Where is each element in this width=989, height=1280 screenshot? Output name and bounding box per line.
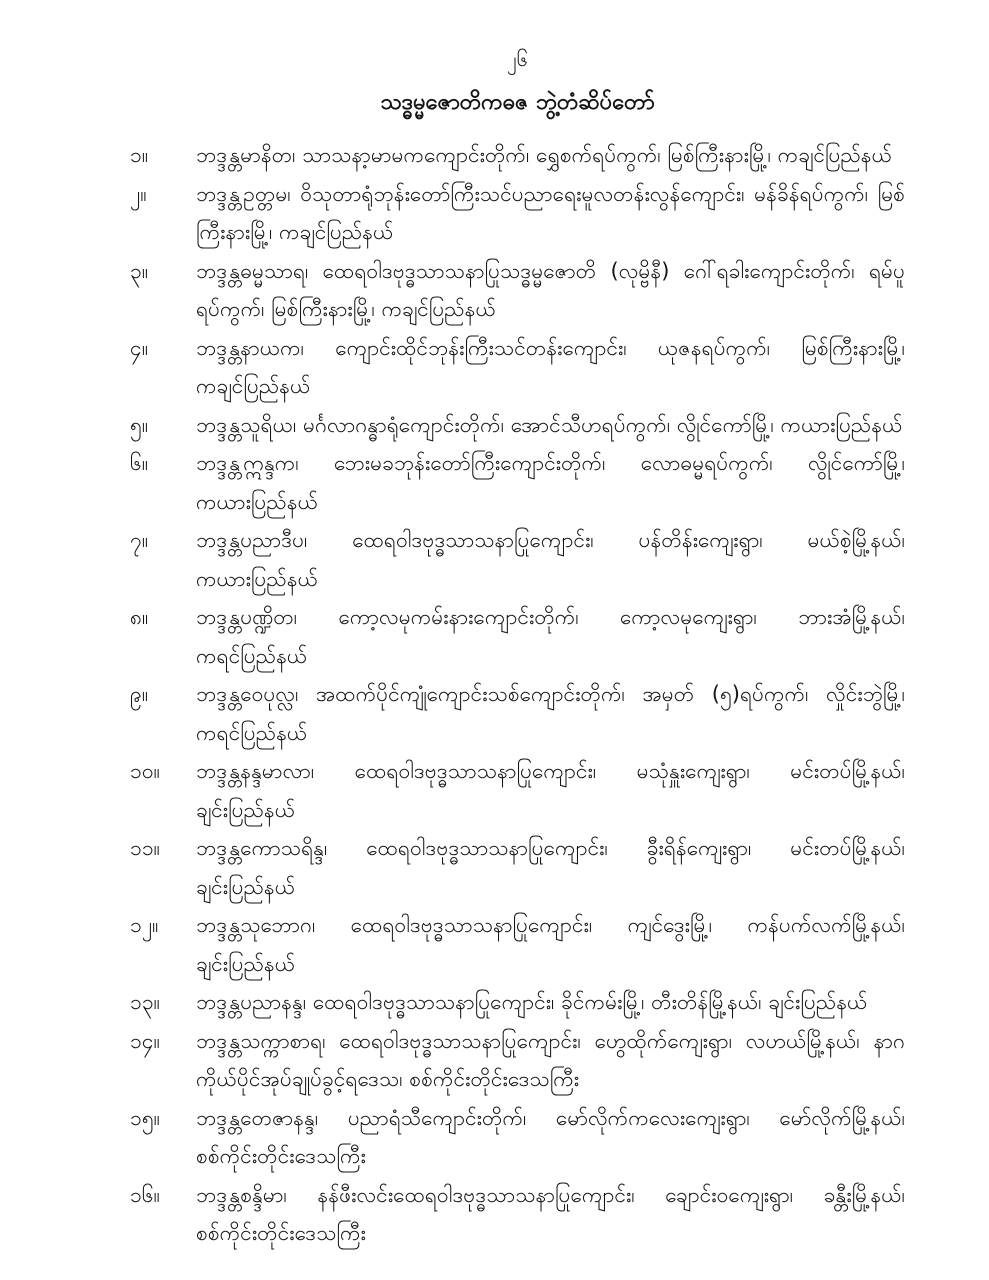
list-item <box>130 444 905 521</box>
entry-number: ၉။ <box>130 682 149 706</box>
entry-list <box>130 136 905 1253</box>
entry-text: ဘဒ္ဒန္တနန္ဒမာလာ၊ ထေရဝါဒဗုဒ္ဓသာသနာပြုကျောင်း၊ မသုံနှူးကျေးရွာ၊ မင်းတပ်မြို့နယ်၊ ချင်းပြည်နယ် <box>196 759 905 822</box>
entry-number: ၁၆။ <box>130 1182 160 1207</box>
list-item <box>130 752 905 829</box>
entry-text: ဘဒ္ဒန္တဣန္ဒက၊ ဘေးမခဘုန်းတော်ကြီးကျောင်းတိုက်၊ လောဓမ္မရပ်ကွက်၊ လွိုင်ကော်မြို့၊ ကယားပြည်နယ် <box>196 451 905 514</box>
entry-number: ၆။ <box>130 451 149 475</box>
entry-number: ၁၃။ <box>130 990 160 1014</box>
list-item <box>130 136 905 175</box>
entry-text: ဘဒ္ဒန္တပဏ္ဍိတ၊ ကော့လမုကမ်းနားကျောင်းတိုက်၊ ကော့လမုကျေးရွာ၊ ဘားအံမြို့နယ်၊ ကရင်ပြည်နယ် <box>196 605 905 668</box>
entry-number: ၄။ <box>130 335 149 360</box>
entry-text: ဘဒ္ဒန္တမာနိတ၊ သာသနာ့မာမကကျောင်းတိုက်၊ ရွှေစက်ရပ်ကွက်၊ မြစ်ကြီးနားမြို့၊ ကချင်ပြည်နယ် <box>196 143 893 167</box>
list-item <box>130 829 905 906</box>
entry-text: ဘဒ္ဒန္တတေဇာနန္ဒ၊ ပညာရံသီကျောင်းတိုက်၊ မော်လိုက်ကလေးကျေးရွာ၊ မော်လိုက်မြို့နယ်၊ စစ်ကိုင်းတိုင်းဒေသကြီး <box>196 1105 905 1168</box>
entry-number: ၁၅။ <box>130 1105 160 1130</box>
list-item <box>130 175 905 252</box>
entry-number: ၅။ <box>130 412 149 437</box>
list-item <box>130 1176 905 1253</box>
entry-text: ဘဒ္ဒန္တနာယက၊ ကျောင်းထိုင်ဘုန်းကြီးသင်တန်းကျောင်း၊ ယုဇနရပ်ကွက်၊ မြစ်ကြီးနားမြို့၊ ကချင်ပြည်နယ် <box>196 335 905 398</box>
list-item <box>130 329 905 406</box>
entry-text: ဘဒ္ဒန္တသူရိယ၊ မင်္ဂလာဂန္ဓာရုံကျောင်းတိုက်၊ အောင်သီဟရပ်ကွက်၊ လွိုင်ကော်မြို့၊ ကယားပြည်နယ် <box>196 412 903 437</box>
list-item <box>130 675 905 752</box>
entry-number: ၇။ <box>130 528 149 552</box>
entry-text: ဘဒ္ဒန္တပညာဒီပ၊ ထေရဝါဒဗုဒ္ဓသာသနာပြုကျောင်း၊ ပန်တိန်းကျေးရွာ၊ မယ်စဲ့မြို့နယ်၊ ကယားပြည်နယ် <box>196 528 905 591</box>
entry-text: ဘဒ္ဒန္တပညာနန္ဒ၊ ထေရဝါဒဗုဒ္ဓသာသနာပြုကျောင်း၊ ခိုင်ကမ်းမြို့၊ တီးတိန်မြို့နယ်၊ ချင်းပြည်နယ် <box>196 990 868 1014</box>
list-item <box>130 1099 905 1176</box>
entry-number: ၁၂။ <box>130 913 159 937</box>
list-item <box>130 1022 905 1099</box>
page-title: သဒ္ဓမ္မဇောတိကဓဇ ဘွဲ့တံဆိပ်တော် <box>380 90 655 115</box>
entry-text: ဘဒ္ဒန္တဓမ္မသာရ၊ ထေရဝါဒဗုဒ္ဓသာသနာပြုသဒ္ဓမ္မဇောတိ (လုမ္ဗိနီ) ဂေါ်ရခါးကျောင်းတိုက်၊ ရမ်ပူရပ်ကွက်၊ မြစ်ကြီးနားမြို့၊ ကချင်ပြည်နယ် <box>196 258 905 321</box>
entry-text: ဘဒ္ဒန္တဥတ္တမ၊ ဝိသုတာရုံဘုန်းတော်ကြီးသင်ပညာရေးမူလတန်းလွန်ကျောင်း၊ မန်ခိန်ရပ်ကွက်၊ မြစ်ကြီးနားမြို့၊ ကချင်ပြည်နယ် <box>196 181 905 244</box>
list-item <box>130 252 905 329</box>
page-number: ၂၆ <box>506 47 529 71</box>
entry-text: ဘဒ္ဒန္တဝေပုလ္လ၊ အထက်ပိုင်ကျုံကျောင်းသစ်ကျောင်းတိုက်၊ အမှတ် (၅)ရပ်ကွက်၊ လှိုင်းဘွဲမြို့၊ ကရင်ပြည်နယ် <box>196 682 905 745</box>
list-item <box>130 598 905 675</box>
entry-text: ဘဒ္ဒန္တသုဘောဂ၊ ထေရဝါဒဗုဒ္ဓသာသနာပြုကျောင်း၊ ကျင်ဒွေးမြို့၊ ကန်ပက်လက်မြို့နယ်၊ ချင်းပြည်နယ် <box>196 913 905 976</box>
entry-number: ၁၁။ <box>130 836 160 860</box>
entry-text: ဘဒ္ဒန္တသက္ကာစာရ၊ ထေရဝါဒဗုဒ္ဓသာသနာပြုကျောင်း၊ ဟွေထိုက်ကျေးရွာ၊ လဟယ်မြို့နယ်၊ နာဂကိုယ်ပိုင်အုပ်ချုပ်ခွင့်ရဒေသ၊ စစ်ကိုင်းတိုင်းဒေသကြီး <box>196 1028 905 1091</box>
entry-number: ၁။ <box>130 143 149 167</box>
entry-text: ဘဒ္ဒန္တစန္ဒိမာ၊ နန်ဖီးလင်းထေရဝါဒဗုဒ္ဓသာသနာပြုကျောင်း၊ ချောင်းဝကျေးရွာ၊ ခန္တီးမြို့နယ်၊ စစ်ကိုင်းတိုင်းဒေသကြီး <box>196 1182 905 1245</box>
list-item <box>130 521 905 598</box>
list-item <box>130 906 905 983</box>
entry-number: ၁၄။ <box>130 1028 160 1053</box>
entry-number: ၈။ <box>130 605 149 629</box>
list-item <box>130 983 905 1022</box>
entry-number: ၁၀။ <box>130 759 160 783</box>
entry-text: ဘဒ္ဒန္တကောသရိန္ဒ၊ ထေရဝါဒဗုဒ္ဓသာသနာပြုကျောင်း၊ ခွီးရိန်ကျေးရွာ၊ မင်းတပ်မြို့နယ်၊ ချင်းပြည်နယ် <box>196 836 905 899</box>
entry-number: ၂။ <box>130 181 147 206</box>
entry-number: ၃။ <box>130 258 149 283</box>
list-item <box>130 406 905 445</box>
